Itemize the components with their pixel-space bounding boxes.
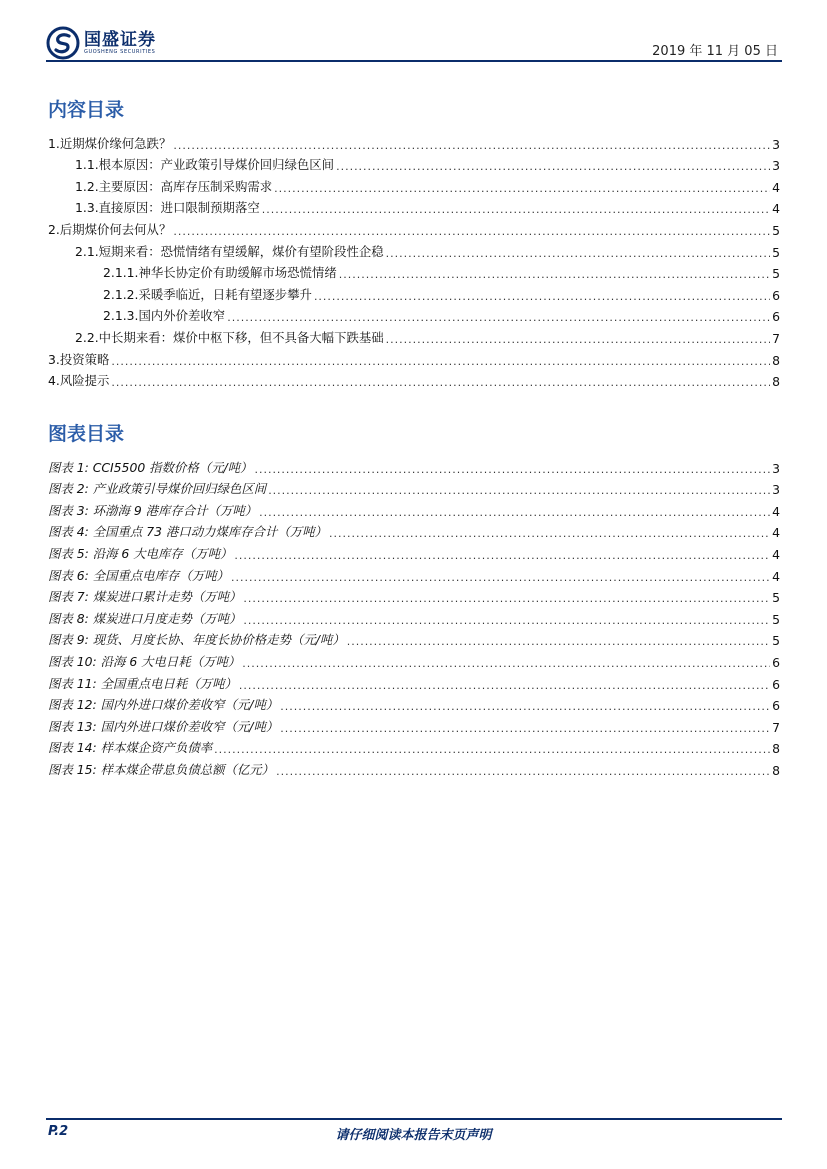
figure-entry-label: 图表 8: 煤炭进口月度走势（万吨）	[48, 610, 242, 626]
report-date: 2019 年 11 月 05 日	[652, 44, 778, 59]
figure-entry[interactable]	[48, 454, 780, 476]
dot-leader	[336, 160, 770, 173]
toc-entry-page: 4	[772, 179, 780, 195]
toc-entry-page: 8	[772, 352, 780, 368]
page-header	[46, 22, 782, 62]
dot-leader	[242, 657, 770, 670]
toc-entry-label: 3.投资策略	[48, 351, 110, 367]
disclaimer-note: 请仔细阅读本报告末页声明	[335, 1128, 492, 1143]
toc-entry[interactable]	[48, 281, 780, 303]
figure-entry-label: 图表 5: 沿海 6 大电库存（万吨）	[48, 545, 233, 561]
dot-leader	[231, 571, 770, 584]
figure-entry-label: 图表 12: 国内外进口煤价差收窄（元/吨）	[48, 697, 279, 713]
toc-entry-label: 2.1.2.采暖季临近，日耗有望逐步攀升	[103, 286, 312, 302]
figure-entry[interactable]	[48, 756, 780, 778]
toc-entry-label: 1.近期煤价缘何急跌？	[48, 135, 172, 151]
dot-leader	[329, 527, 770, 540]
toc-entry-label: 2.1.1.神华长协定价有助缓解市场恐慌情绪	[103, 265, 337, 281]
figure-entry-page: 4	[772, 503, 780, 519]
toc-entry[interactable]	[48, 260, 780, 282]
figure-entry-page: 6	[772, 676, 780, 692]
toc-entry-label: 1.3.直接原因：进口限制预期落空	[75, 200, 260, 216]
figure-entry-page: 6	[772, 698, 780, 714]
figure-entry-label: 图表 10: 沿海 6 大电日耗（万吨）	[48, 653, 241, 669]
company-logo	[46, 26, 156, 60]
dot-leader	[280, 700, 770, 713]
dot-leader	[259, 506, 770, 519]
figure-entry[interactable]	[48, 562, 780, 584]
figure-entry[interactable]	[48, 670, 780, 692]
figure-entry-label: 图表 2: 产业政策引导煤价回归绿色区间	[48, 481, 267, 497]
table-of-contents	[48, 130, 780, 389]
dot-leader	[111, 355, 770, 368]
toc-entry-label: 2.2.中长期来看：煤价中枢下移，但不具备大幅下跌基础	[75, 329, 384, 345]
toc-entry-label: 2.1.3.国内外价差收窄	[103, 308, 226, 324]
dot-leader	[386, 247, 770, 260]
figure-entry-label: 图表 15: 样本煤企带息负债总额（亿元）	[48, 761, 275, 777]
figure-entry-page: 3	[772, 482, 780, 498]
figure-entry-label: 图表 9: 现货、月度长协、年度长协价格走势（元/吨）	[48, 632, 345, 648]
toc-entry-page: 5	[772, 244, 780, 260]
toc-entry-page: 5	[772, 266, 780, 282]
figure-entry[interactable]	[48, 713, 780, 735]
toc-entry-page: 6	[772, 309, 780, 325]
dot-leader	[243, 614, 770, 627]
dot-leader	[386, 333, 770, 346]
figure-entry-page: 6	[772, 654, 780, 670]
dot-leader	[239, 679, 770, 692]
toc-entry[interactable]	[48, 173, 780, 195]
toc-entry-page: 7	[772, 330, 780, 346]
figure-entry-label: 图表 7: 煤炭进口累计走势（万吨）	[48, 589, 242, 605]
toc-entry-label: 1.2.主要原因：高库存压制采购需求	[75, 178, 273, 194]
dot-leader	[227, 311, 770, 324]
figure-list	[48, 454, 780, 778]
figure-entry-page: 8	[772, 741, 780, 757]
toc-entry[interactable]	[48, 324, 780, 346]
brand-name-cn: 国盛证券	[84, 29, 156, 50]
toc-entry-page: 4	[772, 201, 780, 217]
toc-entry[interactable]	[48, 346, 780, 368]
footer-divider	[46, 1118, 782, 1120]
figure-entry-page: 4	[772, 525, 780, 541]
figure-entry-label: 图表 13: 国内外进口煤价差收窄（元/吨）	[48, 718, 279, 734]
toc-entry[interactable]	[48, 216, 780, 238]
figure-entry[interactable]	[48, 605, 780, 627]
dot-leader	[268, 484, 770, 497]
toc-entry-page: 8	[772, 374, 780, 390]
toc-title: 内容目录	[48, 99, 125, 121]
figure-entry-page: 7	[772, 719, 780, 735]
figure-entry-label: 图表 14: 样本煤企资产负债率	[48, 740, 213, 756]
figure-entry-page: 5	[772, 633, 780, 649]
toc-entry[interactable]	[48, 368, 780, 390]
figure-entry[interactable]	[48, 735, 780, 757]
figure-entry-page: 4	[772, 546, 780, 562]
figures-title: 图表目录	[48, 423, 125, 445]
figure-entry-label: 图表 1: CCI5500 指数价格（元/吨）	[48, 459, 253, 475]
toc-entry-page: 3	[772, 136, 780, 152]
dot-leader	[280, 722, 770, 735]
toc-entry-label: 4.风险提示	[48, 373, 110, 389]
dot-leader	[214, 743, 770, 756]
toc-entry-label: 2.1.短期来看：恐慌情绪有望缓解，煤价有望阶段性企稳	[75, 243, 384, 259]
figure-entry[interactable]	[48, 476, 780, 498]
toc-entry-page: 5	[772, 222, 780, 238]
figure-entry-label: 图表 6: 全国重点电库存（万吨）	[48, 567, 230, 583]
page-number: P.2	[48, 1124, 69, 1139]
figure-entry[interactable]	[48, 584, 780, 606]
dot-leader	[262, 203, 770, 216]
figure-entry-label: 图表 4: 全国重点 73 港口动力煤库存合计（万吨）	[48, 524, 328, 540]
toc-entry-page: 3	[772, 158, 780, 174]
figure-entry-page: 4	[772, 568, 780, 584]
dot-leader	[173, 139, 770, 152]
dot-leader	[276, 765, 770, 778]
toc-entry[interactable]	[48, 195, 780, 217]
dot-leader	[339, 268, 770, 281]
figure-entry-page: 3	[772, 460, 780, 476]
figure-entry-label: 图表 3: 环渤海 9 港库存合计（万吨）	[48, 502, 258, 518]
figure-entry-page: 5	[772, 590, 780, 606]
toc-entry-label: 2.后期煤价何去何从？	[48, 221, 172, 237]
brand-name-en: GUOSHENG SECURITIES	[84, 48, 156, 55]
figure-entry[interactable]	[48, 648, 780, 670]
guosheng-logo-icon	[46, 26, 80, 60]
dot-leader	[234, 549, 770, 562]
figure-entry-label: 图表 11: 全国重点电日耗（万吨）	[48, 675, 237, 691]
figure-entry-page: 8	[772, 762, 780, 778]
figure-entry[interactable]	[48, 627, 780, 649]
dot-leader	[347, 635, 770, 648]
dot-leader	[111, 376, 770, 389]
figure-entry[interactable]	[48, 540, 780, 562]
toc-entry[interactable]	[48, 238, 780, 260]
toc-entry-page: 6	[772, 287, 780, 303]
figure-entry[interactable]	[48, 692, 780, 714]
figure-entry-page: 5	[772, 611, 780, 627]
dot-leader	[243, 592, 770, 605]
figure-entry[interactable]	[48, 497, 780, 519]
dot-leader	[173, 225, 770, 238]
figure-entry[interactable]	[48, 519, 780, 541]
toc-entry[interactable]	[48, 303, 780, 325]
toc-entry-label: 1.1.根本原因：产业政策引导煤价回归绿色区间	[75, 157, 335, 173]
dot-leader	[314, 290, 770, 303]
toc-entry[interactable]	[48, 152, 780, 174]
header-divider	[46, 60, 782, 62]
toc-entry[interactable]	[48, 130, 780, 152]
dot-leader	[254, 463, 770, 476]
dot-leader	[274, 182, 770, 195]
